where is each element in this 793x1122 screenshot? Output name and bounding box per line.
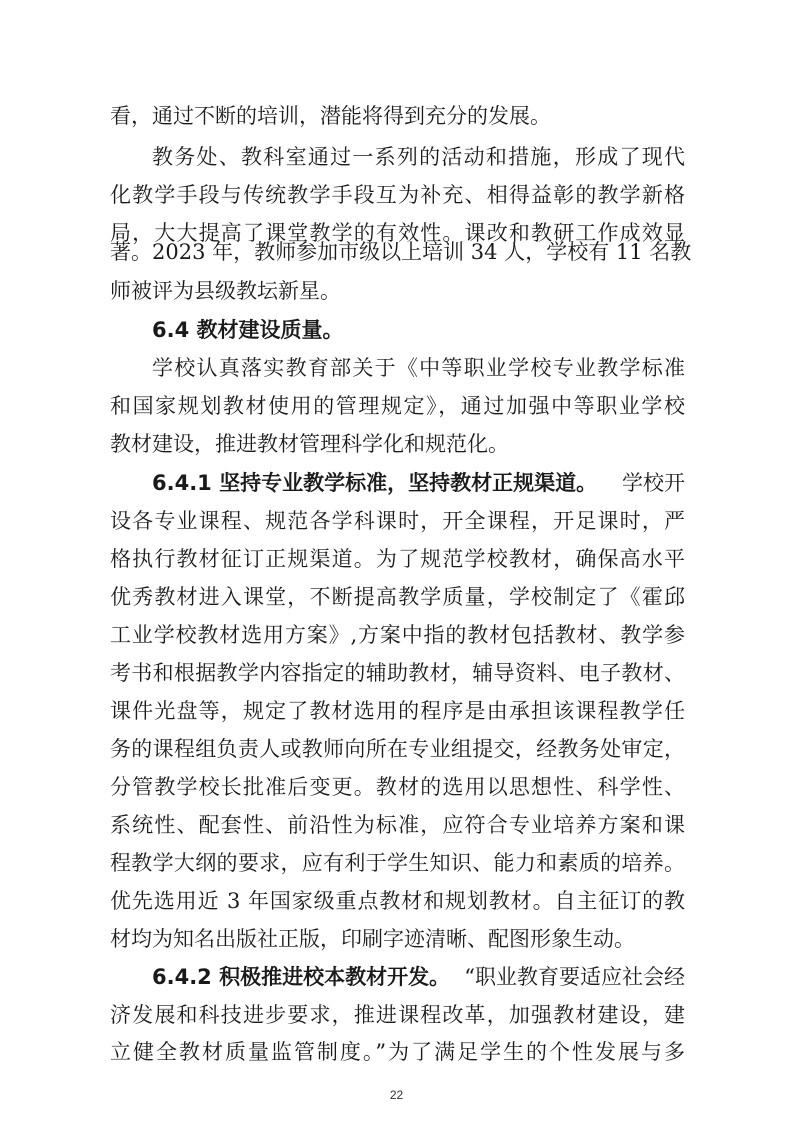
paragraph-4-line-7: 课件光盘等，规定了教材选用的程序是由承担该课程教学任 (110, 699, 685, 723)
paragraph-2-line-2: 化教学手段与传统教学手段互为补充、相得益彰的教学新格 (110, 183, 685, 207)
paragraph-4-line-5: 工业学校教材选用方案》,方案中指的教材包括教材、教学参 (110, 623, 685, 647)
paragraph-4-line-11: 程教学大纲的要求，应有利于学生知识、能力和素质的培养。 (110, 851, 685, 875)
paragraph-5-line-1-text: “职业教育要适应社会经 (464, 965, 685, 989)
paragraph-4-line-13: 材均为知名出版社正版，印刷字迹清晰、配图形象生动。 (110, 927, 635, 951)
paragraph-4-line-4: 优秀教材进入课堂，不断提高教学质量，学校制定了《霍邱 (110, 585, 685, 609)
paragraph-2-line-4: 著。2023 年，教师参加市级以上培训 34 人，学校有 11 名教 (110, 240, 692, 264)
paragraph-2-line-1: 教务处、教科室通过一系列的活动和措施，形成了现代 (152, 145, 685, 169)
paragraph-5-line-1 (152, 961, 685, 993)
page-number: 22 (389, 1088, 404, 1102)
paragraph-5-line-2: 济发展和科技进步要求，推进课程改革，加强教材建设，建 (110, 1003, 685, 1027)
section-heading-6-4: 6.4 教材建设质量。 (152, 318, 344, 342)
paragraph-4-line-8: 务的课程组负责人或教师向所在专业组提交，经教务处审定， (110, 737, 685, 761)
paragraph-1-line-1: 看，通过不断的培训，潜能将得到充分的发展。 (110, 104, 551, 128)
subsection-heading-6-4-2: 6.4.2 积极推进校本教材开发。 (152, 965, 451, 989)
paragraph-4-line-6: 考书和根据教学内容指定的辅助教材，辅导资料、电子教材、 (110, 661, 685, 685)
paragraph-4-line-1-text: 学校开 (622, 471, 685, 495)
paragraph-3-line-1: 学校认真落实教育部关于《中等职业学校专业教学标准 (152, 356, 685, 380)
paragraph-3-line-3: 教材建设，推进教材管理科学化和规范化。 (110, 432, 509, 456)
paragraph-4-line-9: 分管教学校长批准后变更。教材的选用以思想性、科学性、 (110, 775, 685, 799)
paragraph-5-line-3: 立健全教材质量监管制度。”为了满足学生的个性发展与多 (110, 1040, 685, 1064)
subsection-heading-6-4-1: 6.4.1 坚持专业教学标准，坚持教材正规渠道。 (152, 471, 598, 495)
paragraph-4-line-12: 优先选用近 3 年国家级重点教材和规划教材。自主征订的教 (110, 889, 685, 913)
paragraph-4-line-10: 系统性、配套性、前沿性为标准，应符合专业培养方案和课 (110, 813, 685, 837)
paragraph-4-line-2: 设各专业课程、规范各学科课时，开全课程，开足课时，严 (110, 509, 685, 533)
paragraph-2-line-3: 局，大大提高了课堂教学的有效性。课改和教研工作成效显 (110, 221, 685, 245)
paragraph-4-line-1 (152, 467, 685, 499)
paragraph-4-line-3: 格执行教材征订正规渠道。为了规范学校教材，确保高水平 (110, 547, 685, 571)
paragraph-3-line-2: 和国家规划教材使用的管理规定》，通过加强中等职业学校 (110, 394, 685, 418)
paragraph-2-line-5: 师被评为县级教坛新星。 (110, 279, 341, 303)
